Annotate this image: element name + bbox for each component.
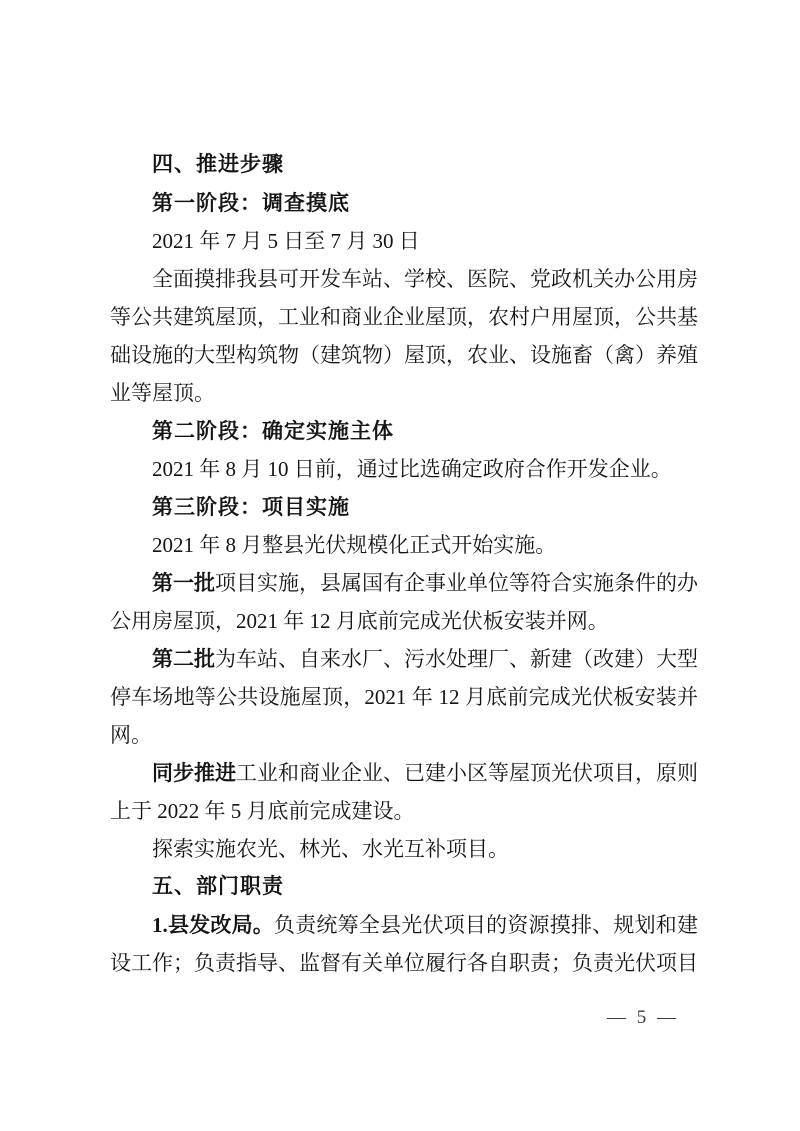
document-body — [110, 146, 698, 982]
batch2-text: 为车站、自来水厂、污水处理厂、新建（改建）大型停车场地等公共设施屋顶，2021 年 12 月底前完成光伏板安装并网。 — [110, 647, 698, 747]
batch2-lead: 第二批 — [152, 647, 215, 671]
stage2-paragraph: 2021 年 8 月 10 日前，通过比选确定政府合作开发企业。 — [152, 457, 672, 481]
dept1-paragraph — [110, 906, 698, 982]
dept1-text: 负责统筹全县光伏项目的资源摸排、规划和建设工作；负责指导、监督有关单位履行各自职责；负责光伏项目 — [110, 913, 699, 975]
batch1-paragraph — [110, 564, 698, 640]
section-heading-4: 四、推进步骤 — [152, 153, 284, 176]
stage3-paragraph: 2021 年 8 月整县光伏规模化正式开始实施。 — [152, 533, 557, 557]
stage1-paragraph: 全面摸排我县可开发车站、学校、医院、党政机关办公用房等公共建筑屋顶，工业和商业企业屋顶，农村户用屋顶，公共基础设施的大型构筑物（建筑物）屋顶，农业、设施畜（禽）养殖业等屋顶。 — [110, 267, 698, 405]
parallel-lead: 同步推进 — [152, 761, 236, 785]
parallel-paragraph — [110, 754, 698, 830]
stage2-heading: 第二阶段：确定实施主体 — [152, 419, 394, 443]
section-heading-5: 五、部门职责 — [152, 875, 284, 898]
page-footer — [607, 1006, 679, 1030]
page-number: — 5 — — [607, 1007, 679, 1028]
batch1-lead: 第一批 — [152, 571, 215, 595]
stage3-heading: 第三阶段：项目实施 — [152, 495, 350, 519]
parallel-text: 工业和商业企业、已建小区等屋顶光伏项目，原则上于 2022 年 5 月底前完成建设。 — [110, 761, 698, 823]
batch1-text: 项目实施，县属国有企事业单位等符合实施条件的办公用房屋顶，2021 年 12 月底前完成光伏板安装并网。 — [110, 571, 698, 633]
stage1-heading: 第一阶段：调查摸底 — [152, 191, 350, 215]
batch2-paragraph — [110, 640, 698, 754]
explore-paragraph: 探索实施农光、林光、水光互补项目。 — [152, 837, 509, 861]
dept1-lead: 1.县发改局。 — [152, 913, 275, 937]
stage1-date: 2021 年 7 月 5 日至 7 月 30 日 — [152, 229, 420, 253]
